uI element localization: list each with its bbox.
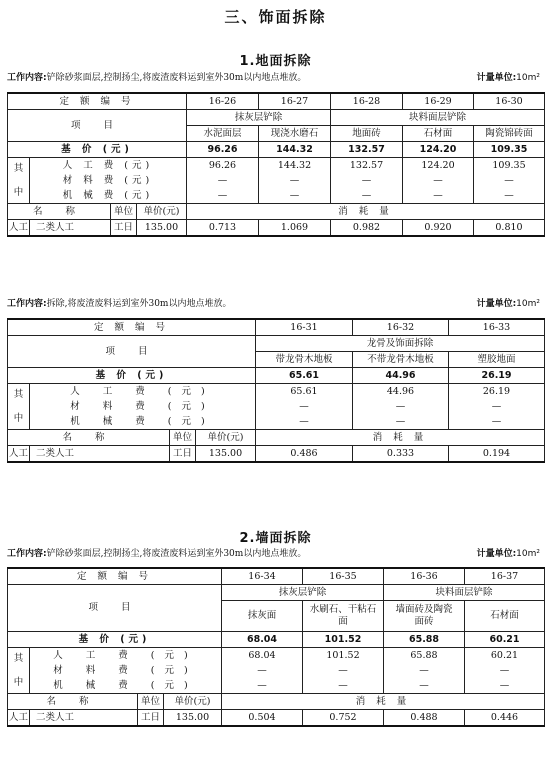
machine-cost: — xyxy=(303,678,384,694)
item-name: 塑胶地面 xyxy=(449,352,545,368)
machine-cost: — xyxy=(187,188,259,204)
material-cost-label: 材 料 费 (元) xyxy=(30,399,256,414)
labor-cost: 44.96 xyxy=(353,384,449,400)
base-price: 60.21 xyxy=(465,632,545,648)
machine-cost: — xyxy=(222,678,303,694)
resource-price: 135.00 xyxy=(137,220,187,237)
item-name: 水刷石、干粘石面 xyxy=(303,601,384,632)
col-header-name: 名 称 xyxy=(8,430,170,446)
qizhong-cell xyxy=(8,384,30,430)
section-heading-wall: 2.墙面拆除 xyxy=(239,531,312,546)
material-cost-label: 材 料 费 (元) xyxy=(30,663,222,678)
base-price: 96.26 xyxy=(187,142,259,158)
labor-cost: 109.35 xyxy=(474,158,545,174)
item-name: 墙面砖及陶瓷面砖 xyxy=(384,601,465,632)
resource-category: 人工 xyxy=(8,710,30,727)
consumption-value: 0.810 xyxy=(474,220,545,237)
labor-cost: 65.61 xyxy=(256,384,353,400)
consumption-value: 0.920 xyxy=(403,220,474,237)
labor-cost: 96.26 xyxy=(187,158,259,174)
consumption-value: 1.069 xyxy=(259,220,331,237)
quota-code: 16-29 xyxy=(403,93,474,110)
material-cost: — xyxy=(187,173,259,188)
quota-code: 16-28 xyxy=(331,93,403,110)
material-cost: — xyxy=(384,663,465,678)
item-group: 抹灰层铲除 xyxy=(187,110,331,126)
quota-number-label: 定 额 编 号 xyxy=(8,93,187,110)
item-group: 龙骨及饰面拆除 xyxy=(256,336,545,352)
base-price-label: 基 价 (元) xyxy=(8,142,187,158)
quota-code: 16-34 xyxy=(222,568,303,585)
resource-unit: 工日 xyxy=(170,446,196,463)
labor-cost: 26.19 xyxy=(449,384,545,400)
measure-unit xyxy=(477,71,540,85)
material-cost: — xyxy=(465,663,545,678)
consumption-value: 0.333 xyxy=(353,446,449,463)
item-label: 项 目 xyxy=(8,110,187,142)
qizhong-cell xyxy=(8,158,30,204)
base-price-label: 基 价 (元) xyxy=(8,368,256,384)
quota-table-wall xyxy=(7,567,545,727)
item-name: 带龙骨木地板 xyxy=(256,352,353,368)
labor-cost: 60.21 xyxy=(465,648,545,664)
quota-code: 16-31 xyxy=(256,319,353,336)
labor-cost: 132.57 xyxy=(331,158,403,174)
machine-cost: — xyxy=(384,678,465,694)
item-label: 项 目 xyxy=(8,585,222,632)
consumption-value: 0.752 xyxy=(303,710,384,727)
col-header-price: 单价(元) xyxy=(164,694,222,710)
section-heading-floor: 1.地面拆除 xyxy=(239,54,312,69)
qizhong-cell xyxy=(8,648,30,694)
measure-unit-label: 计量单位: xyxy=(476,299,517,309)
labor-cost: 65.88 xyxy=(384,648,465,664)
col-header-unit: 单位 xyxy=(170,430,196,446)
item-name: 抹灰面 xyxy=(222,601,303,632)
page-title: 三、饰面拆除 xyxy=(224,8,327,26)
machine-cost: — xyxy=(449,414,545,430)
labor-cost-label: 人 工 费 (元) xyxy=(30,158,187,174)
labor-cost-label: 人 工 费 (元) xyxy=(30,384,256,400)
item-name: 陶瓷锦砖面 xyxy=(474,126,545,142)
material-cost: — xyxy=(403,173,474,188)
item-name: 地面砖 xyxy=(331,126,403,142)
work-content-line xyxy=(7,547,544,561)
consumption-value: 0.486 xyxy=(256,446,353,463)
consumption-value: 0.713 xyxy=(187,220,259,237)
quota-table-floor-plaster xyxy=(7,92,545,237)
item-group: 块料面层铲除 xyxy=(384,585,545,601)
machine-cost: — xyxy=(353,414,449,430)
material-cost: — xyxy=(256,399,353,414)
qizhong-top: 其 xyxy=(13,162,24,174)
resource-name: 二类人工 xyxy=(30,220,111,237)
material-cost: — xyxy=(259,173,331,188)
base-price: 132.57 xyxy=(331,142,403,158)
material-cost: — xyxy=(331,173,403,188)
quota-code: 16-37 xyxy=(465,568,545,585)
machine-cost: — xyxy=(259,188,331,204)
item-group: 抹灰层铲除 xyxy=(222,585,384,601)
quota-code: 16-36 xyxy=(384,568,465,585)
quota-number-label: 定 额 编 号 xyxy=(8,319,256,336)
work-content-label: 工作内容: xyxy=(7,73,47,83)
labor-cost-label: 人 工 费 (元) xyxy=(30,648,222,664)
col-header-name: 名 称 xyxy=(8,694,138,710)
item-name: 不带龙骨木地板 xyxy=(353,352,449,368)
col-header-consumption: 消 耗 量 xyxy=(222,694,545,710)
col-header-price: 单价(元) xyxy=(137,204,187,220)
base-price: 44.96 xyxy=(353,368,449,384)
item-group: 块料面层铲除 xyxy=(331,110,545,126)
resource-name: 二类人工 xyxy=(30,446,170,463)
base-price: 26.19 xyxy=(449,368,545,384)
resource-category: 人工 xyxy=(8,446,30,463)
work-content-label: 工作内容: xyxy=(7,299,47,309)
material-cost-label: 材 料 费 (元) xyxy=(30,173,187,188)
base-price: 109.35 xyxy=(474,142,545,158)
col-header-unit: 单位 xyxy=(111,204,137,220)
measure-unit-value: 10m² xyxy=(516,73,540,83)
quota-code: 16-30 xyxy=(474,93,545,110)
base-price: 65.88 xyxy=(384,632,465,648)
item-name: 水泥面层 xyxy=(187,126,259,142)
measure-unit-value: 10m² xyxy=(516,549,540,559)
resource-price: 135.00 xyxy=(196,446,256,463)
resource-price: 135.00 xyxy=(164,710,222,727)
item-name: 石材面 xyxy=(403,126,474,142)
quota-code: 16-32 xyxy=(353,319,449,336)
machine-cost-label: 机 械 费 (元) xyxy=(30,678,222,694)
machine-cost: — xyxy=(474,188,545,204)
quota-code: 16-33 xyxy=(449,319,545,336)
quota-code: 16-27 xyxy=(259,93,331,110)
base-price: 124.20 xyxy=(403,142,474,158)
qizhong-bottom: 中 xyxy=(13,676,24,688)
material-cost: — xyxy=(449,399,545,414)
work-content-line xyxy=(7,71,544,85)
base-price-label: 基 价 (元) xyxy=(8,632,222,648)
labor-cost: 124.20 xyxy=(403,158,474,174)
col-header-unit: 单位 xyxy=(138,694,164,710)
quota-code: 16-35 xyxy=(303,568,384,585)
work-content-label: 工作内容: xyxy=(7,549,47,559)
consumption-value: 0.504 xyxy=(222,710,303,727)
qizhong-bottom: 中 xyxy=(13,412,24,424)
base-price: 65.61 xyxy=(256,368,353,384)
measure-unit xyxy=(477,297,540,311)
labor-cost: 101.52 xyxy=(303,648,384,664)
qizhong-top: 其 xyxy=(13,652,24,664)
machine-cost: — xyxy=(256,414,353,430)
labor-cost: 144.32 xyxy=(259,158,331,174)
machine-cost-label: 机 械 费 (元) xyxy=(30,188,187,204)
machine-cost: — xyxy=(403,188,474,204)
item-label: 项 目 xyxy=(8,336,256,368)
item-name: 现浇水磨石 xyxy=(259,126,331,142)
measure-unit-value: 10m² xyxy=(516,299,540,309)
material-cost: — xyxy=(222,663,303,678)
material-cost: — xyxy=(353,399,449,414)
base-price: 144.32 xyxy=(259,142,331,158)
consumption-value: 0.194 xyxy=(449,446,545,463)
quota-code: 16-26 xyxy=(187,93,259,110)
material-cost: — xyxy=(303,663,384,678)
col-header-name: 名 称 xyxy=(8,204,111,220)
machine-cost-label: 机 械 费 (元) xyxy=(30,414,256,430)
material-cost: — xyxy=(474,173,545,188)
resource-unit: 工日 xyxy=(138,710,164,727)
machine-cost: — xyxy=(465,678,545,694)
item-name: 石材面 xyxy=(465,601,545,632)
consumption-value: 0.982 xyxy=(331,220,403,237)
col-header-consumption: 消 耗 量 xyxy=(256,430,545,446)
work-content-text: 铲除砂浆面层,控制扬尘,将废渣废料运到室外30m以内地点堆放。 xyxy=(46,549,307,559)
quota-table-floor-wood xyxy=(7,318,545,463)
work-content-text: 铲除砂浆面层,控制扬尘,将废渣废料运到室外30m以内地点堆放。 xyxy=(46,73,307,83)
resource-category: 人工 xyxy=(8,220,30,237)
quota-number-label: 定 额 编 号 xyxy=(8,568,222,585)
work-content-text: 拆除,将废渣废料运到室外30m以内地点堆放。 xyxy=(46,299,232,309)
measure-unit xyxy=(477,547,540,561)
col-header-consumption: 消 耗 量 xyxy=(187,204,545,220)
base-price: 101.52 xyxy=(303,632,384,648)
measure-unit-label: 计量单位: xyxy=(476,73,517,83)
labor-cost: 68.04 xyxy=(222,648,303,664)
machine-cost: — xyxy=(331,188,403,204)
consumption-value: 0.446 xyxy=(465,710,545,727)
col-header-price: 单价(元) xyxy=(196,430,256,446)
resource-name: 二类人工 xyxy=(30,710,138,727)
qizhong-bottom: 中 xyxy=(13,186,24,198)
resource-unit: 工日 xyxy=(111,220,137,237)
qizhong-top: 其 xyxy=(13,388,24,400)
consumption-value: 0.488 xyxy=(384,710,465,727)
measure-unit-label: 计量单位: xyxy=(476,549,517,559)
work-content-line xyxy=(7,297,544,311)
base-price: 68.04 xyxy=(222,632,303,648)
